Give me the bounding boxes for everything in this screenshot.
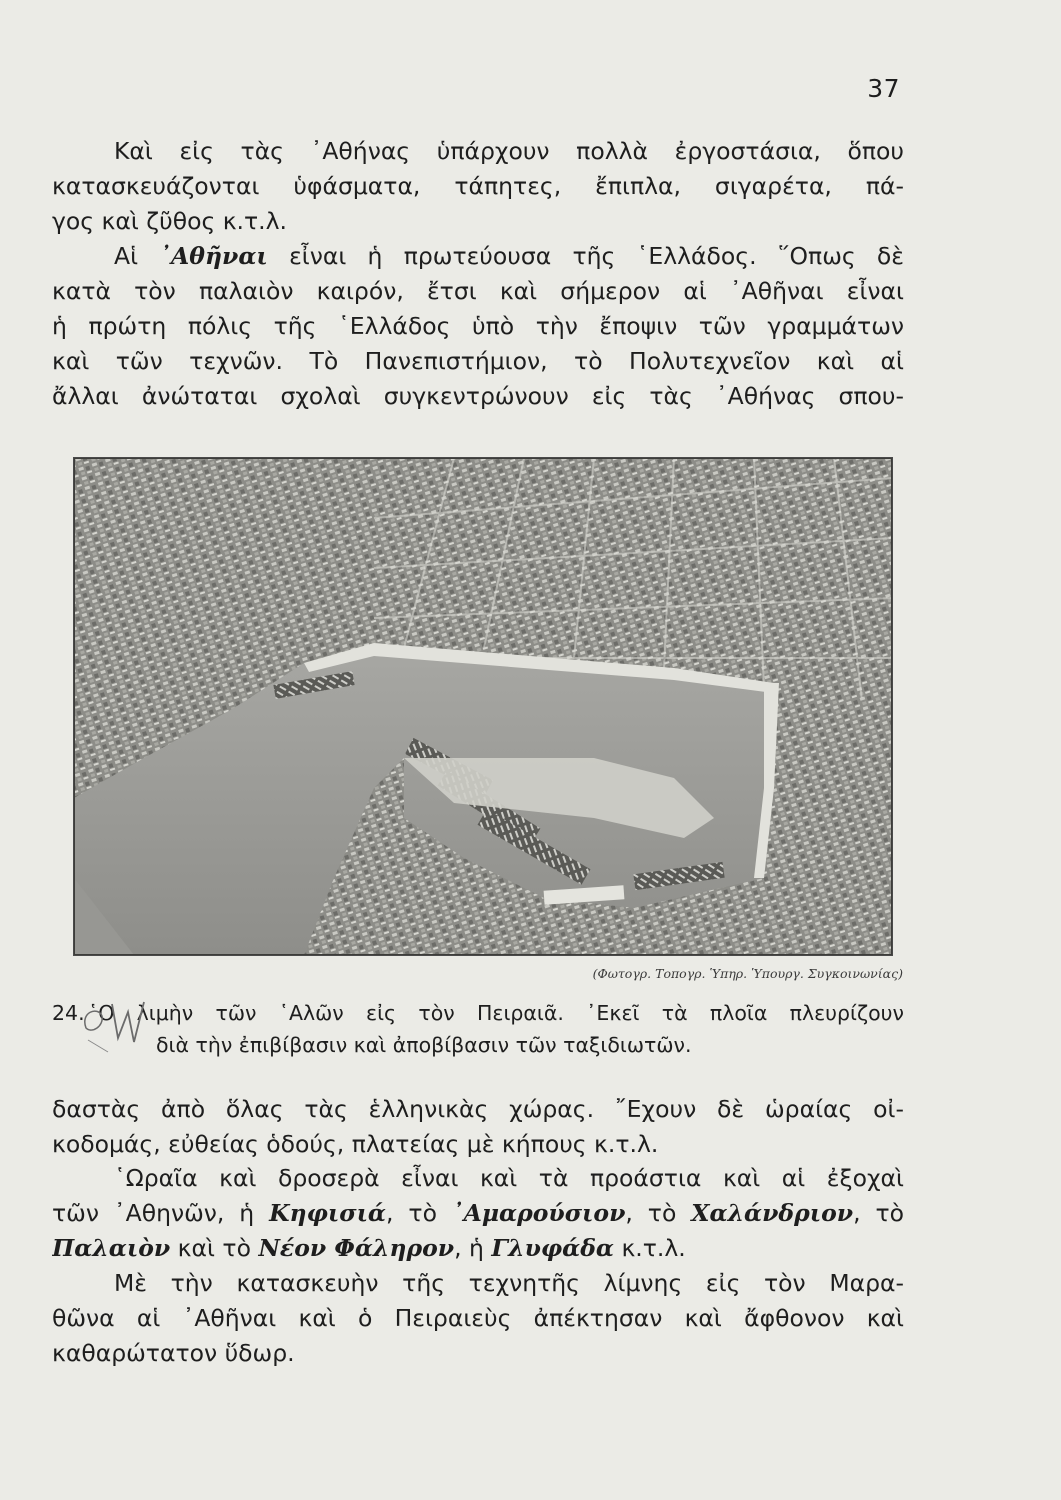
text-line: γος καὶ ζῦθος κ.τ.λ. <box>52 207 288 235</box>
emphasis-neon-faliron: Νέον Φάληρον <box>258 1234 455 1262</box>
text-line: Μὲ τὴν κατασκευὴν τῆς τεχνητῆς λίμνης εἰς τὸν Μαρα- <box>114 1269 904 1297</box>
emphasis-palaion: Παλαιὸν <box>52 1234 171 1262</box>
page-number: 37 <box>867 74 900 103</box>
emphasis-chalandrion: Χαλάνδριον <box>691 1199 854 1227</box>
text-line: ἡ πρώτη πόλις τῆς ῾Ελλάδος ὑπὸ τὴν ἔποψιν τῶν γραμμάτων <box>52 312 904 340</box>
emphasis-athens: ᾿Αθῆναι <box>159 242 268 270</box>
text-line: καὶ τῶν τεχνῶν. Τὸ Πανεπιστήμιον, τὸ Πολυτεχνεῖον καὶ αἱ <box>52 347 904 375</box>
text-line: ἄλλαι ἀνώταται σχολαὶ συγκεντρώνουν εἰς τὰς ᾿Αθήνας σπου- <box>52 382 904 410</box>
text-run: εἶναι ἡ πρωτεύουσα τῆς ῾Ελλάδος. ῞Οπως δὲ <box>267 242 904 270</box>
text-run: , τὸ <box>386 1199 452 1227</box>
text-line: κοδομάς, εὐθείας ὁδούς, πλατείας μὲ κήπους κ.τ.λ. <box>52 1130 659 1158</box>
text-line: ῾Ωραῖα καὶ δροσερὰ εἶναι καὶ τὰ προάστια καὶ αἱ ἐξοχαὶ <box>114 1164 904 1192</box>
text-run: Αἱ <box>114 242 160 270</box>
caption-text: ῾Ο λιμὴν τῶν ῾Αλῶν εἰς τὸν Πειραιᾶ. ᾿Εκεῖ τὰ πλοῖα πλευρίζουν <box>88 1001 904 1025</box>
emphasis-amarousion: ᾿Αμαρούσιον <box>451 1199 626 1227</box>
paragraph-marathon-lake <box>52 1266 904 1371</box>
harbor-photo <box>73 457 893 956</box>
figure-caption <box>52 997 904 1061</box>
text-line <box>52 1231 904 1266</box>
text-run: καὶ τὸ <box>170 1234 259 1262</box>
text-line <box>52 239 904 274</box>
text-run: , ἡ <box>454 1234 492 1262</box>
text-line: Καὶ εἰς τὰς ᾿Αθήνας ὑπάρχουν πολλὰ ἐργοστάσια, ὅπου <box>114 137 904 165</box>
photo-credit: (Φωτογρ. Τοπογρ. Ὑπηρ. Ὑπουργ. Συγκοινωνίας) <box>592 966 903 981</box>
paragraph-students <box>52 1092 904 1162</box>
figure-number: 24. <box>52 1001 85 1025</box>
text-line <box>52 1196 904 1231</box>
text-run: , τὸ <box>853 1199 904 1227</box>
paragraph-suburbs <box>52 1161 904 1266</box>
shore-buildings <box>779 698 892 888</box>
emphasis-kifisia: Κηφισιά <box>269 1199 387 1227</box>
paragraph-factories <box>52 134 904 239</box>
paragraph-athens-capital <box>52 239 904 414</box>
caption-line: διὰ τὴν ἐπιβίβασιν καὶ ἀποβίβασιν τῶν ταξιδιωτῶν. <box>156 1033 692 1057</box>
emphasis-glyfada: Γλυφάδα <box>491 1234 614 1262</box>
text-line: καθαρώτατον ὕδωρ. <box>52 1339 295 1367</box>
text-run: τῶν ᾿Αθηνῶν, ἡ <box>52 1199 270 1227</box>
text-line: κατὰ τὸν παλαιὸν καιρόν, ἔτσι καὶ σήμερον αἱ ᾿Αθῆναι εἶναι <box>52 277 904 305</box>
text-run: κ.τ.λ. <box>613 1234 686 1262</box>
text-run: , τὸ <box>625 1199 692 1227</box>
text-line: κατασκευάζονται ὑφάσματα, τάπητες, ἔπιπλα, σιγαρέτα, πά- <box>52 172 904 200</box>
text-line: θῶνα αἱ ᾿Αθῆναι καὶ ὁ Πειραιεὺς ἀπέκτησαν καὶ ἄφθονον καὶ <box>52 1304 904 1332</box>
text-line: δαστὰς ἀπὸ ὅλας τὰς ἑλληνικὰς χώρας. ῎Εχουν δὲ ὡραίας οἰ- <box>52 1095 904 1123</box>
caption-line <box>52 997 904 1029</box>
